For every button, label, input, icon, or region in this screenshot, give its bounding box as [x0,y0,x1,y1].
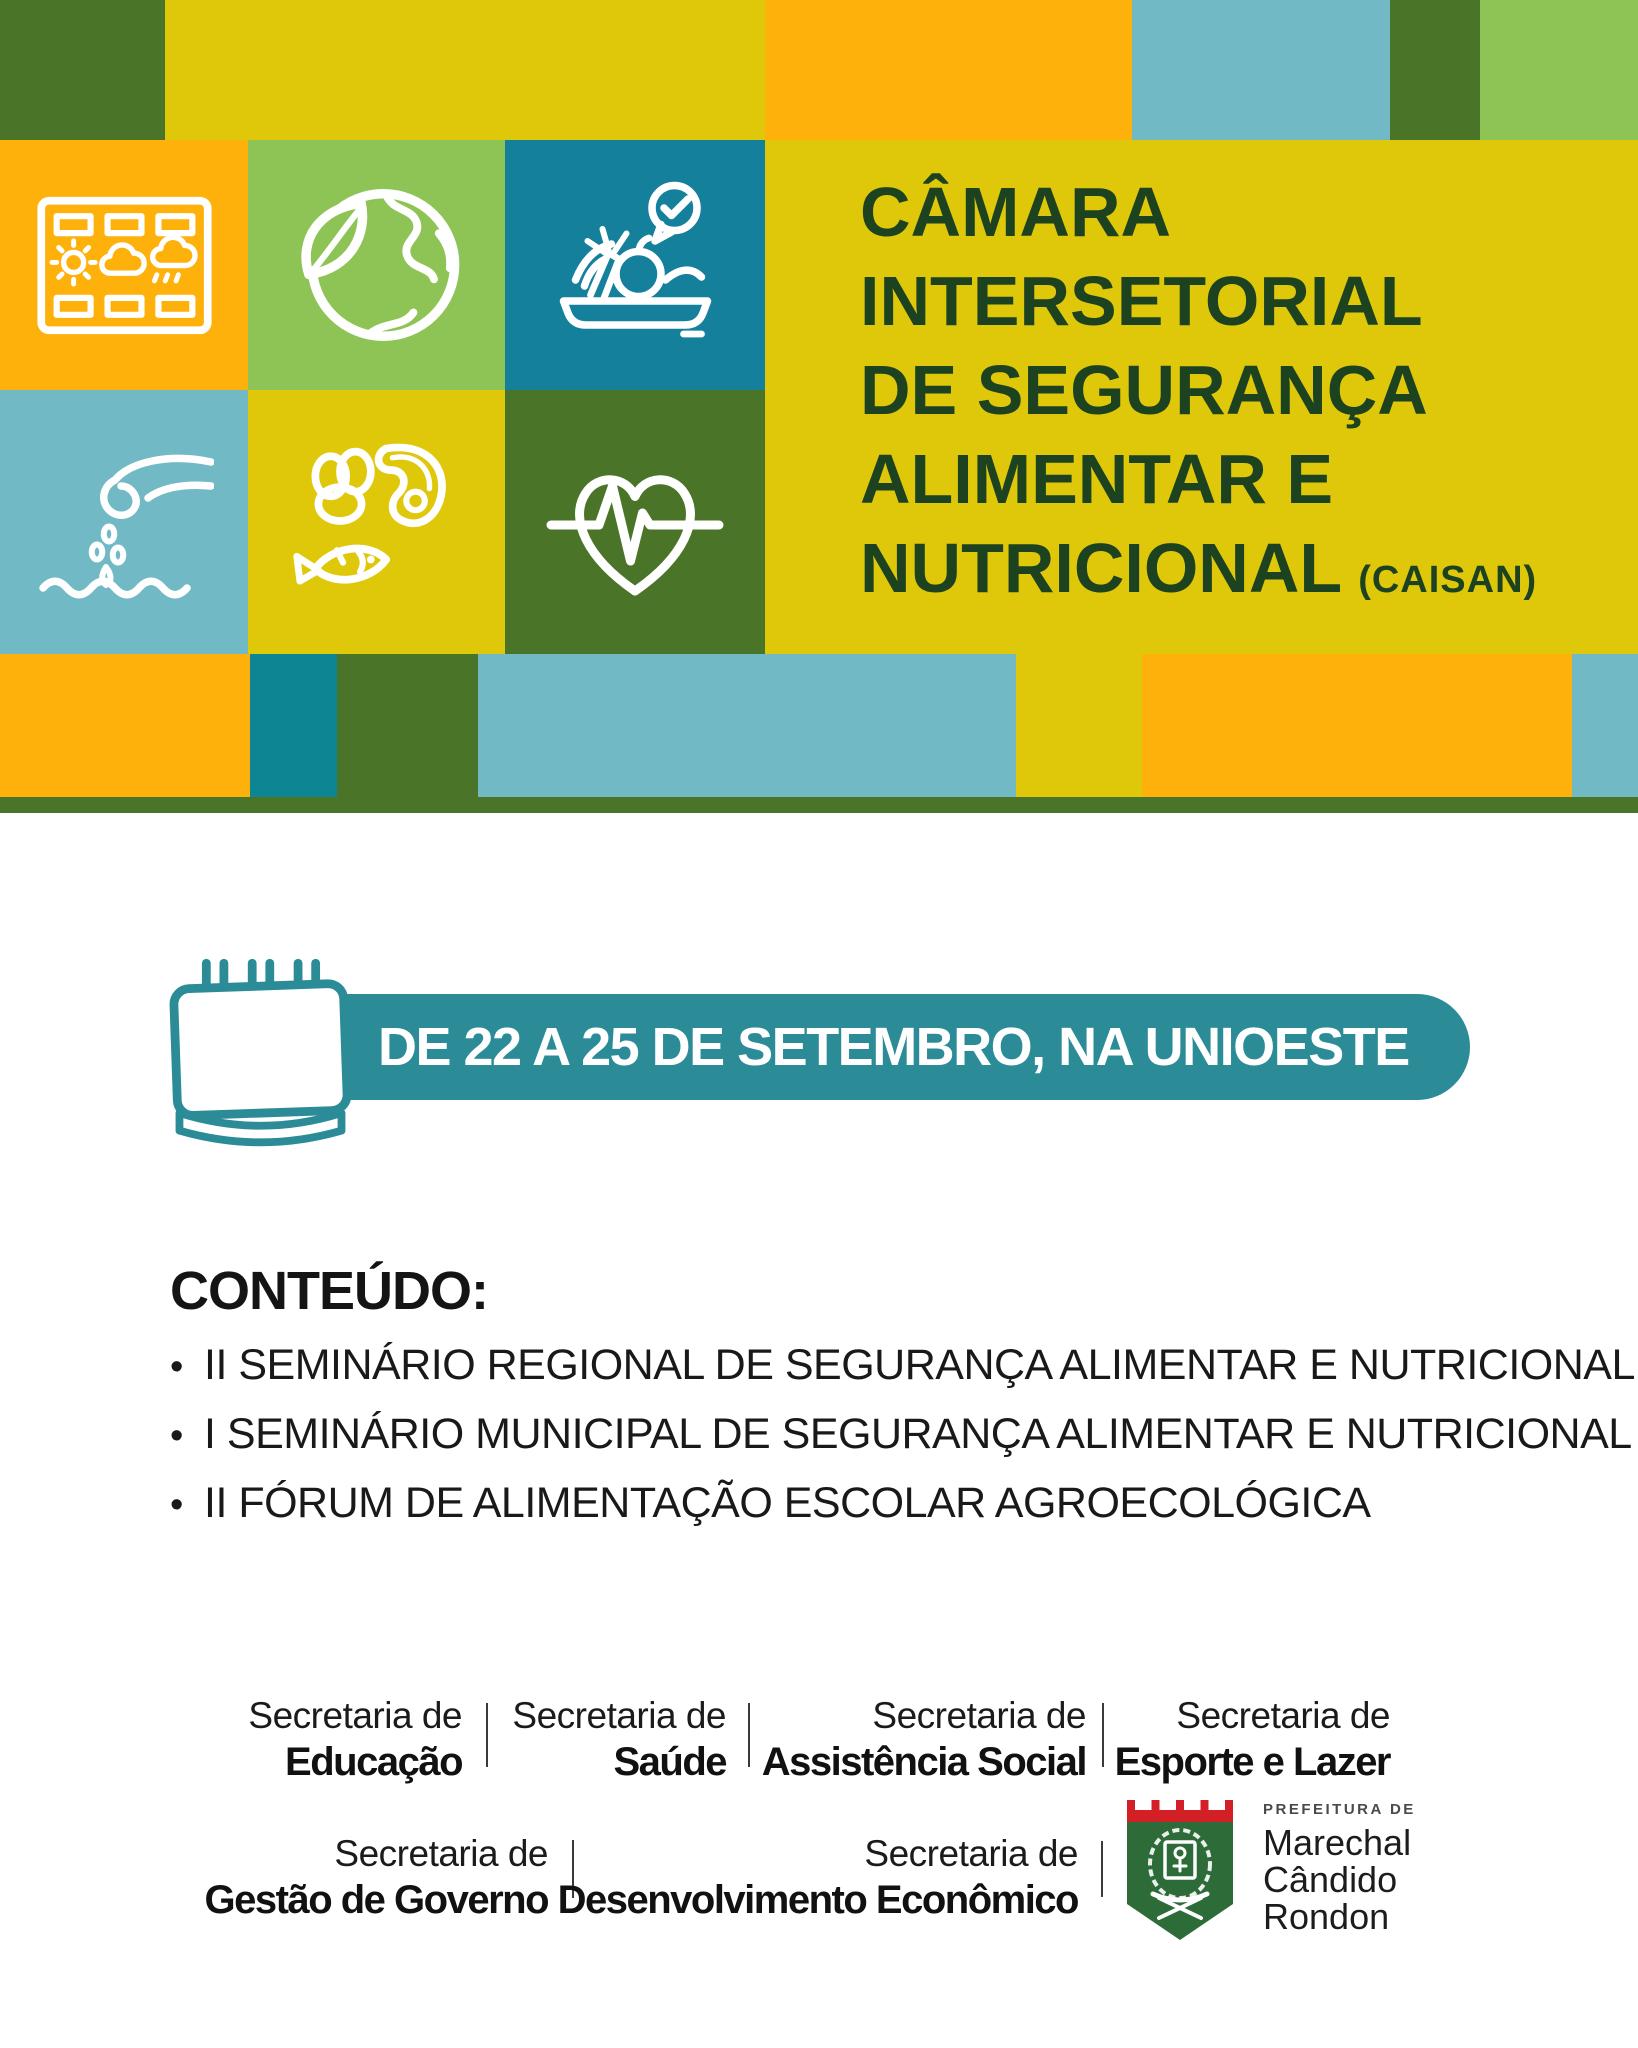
divider [1102,1703,1104,1767]
city-logo-text: PREFEITURA DE Marechal Cândido Rondon [1263,1801,1416,1937]
city-coat-of-arms-icon [1127,1800,1233,1945]
mosaic-block [1142,654,1572,797]
divider [748,1703,750,1767]
mosaic-block [250,654,337,797]
secretaria-gestao-governo: Secretaria de Gestão de Governo [204,1833,548,1922]
mosaic-block [1132,0,1390,140]
mosaic-block [165,0,765,140]
mosaic-block [1480,0,1638,140]
divider [486,1703,488,1767]
mosaic-block [1390,0,1480,140]
tile-globe-leaf [248,140,505,390]
title-line: ALIMENTAR E [860,440,1334,518]
secretaria-esporte-lazer: Secretaria de Esporte e Lazer [1114,1695,1390,1784]
tile-protein-foods [248,390,505,654]
secretaria-desenvolvimento-economico: Secretaria de Desenvolvimento Econômico [557,1833,1078,1922]
mosaic-block [765,0,1132,140]
mosaic-block [0,654,250,797]
mosaic-block [1016,654,1142,797]
tile-food-tray [505,140,765,390]
hand-sowing-seeds-icon [34,432,214,612]
title-line: CÂMARA [860,173,1172,251]
list-item: • II SEMINÁRIO REGIONAL DE SEGURANÇA ALIMENTAR E NUTRICIONAL [170,1341,1635,1389]
date-banner-text: DE 22 A 25 DE SETEMBRO, NA UNIOESTE [378,1017,1409,1077]
content-heading: CONTEÚDO: [170,1261,488,1321]
secretaria-saude: Secretaria de Saúde [512,1695,726,1784]
tile-crop-weather [0,140,248,390]
content-list [170,1332,1635,1539]
mosaic-block [1572,654,1638,797]
flip-calendar-icon [158,948,363,1160]
globe-leaf-icon [282,170,472,360]
title-line: INTERSETORIAL [860,262,1423,340]
mosaic-block [337,654,478,797]
page-title [860,168,1560,625]
protein-foods-icon [282,430,472,615]
tile-heart-pulse [505,390,765,654]
tile-hand-seeds [0,390,248,654]
divider [1101,1841,1103,1897]
date-banner [300,994,1470,1100]
list-item: • I SEMINÁRIO MUNICIPAL DE SEGURANÇA ALIMENTAR E NUTRICIONAL [170,1410,1632,1458]
title-acronym: (CAISAN) [1358,559,1538,601]
title-line: DE SEGURANÇA [860,351,1428,429]
secretaria-assistencia-social: Secretaria de Assistência Social [761,1695,1086,1784]
secretaria-educacao: Secretaria de Educação [248,1695,462,1784]
header-divider-bar [0,797,1638,813]
title-line: NUTRICIONAL (CAISAN) [860,529,1538,607]
healthy-food-tray-check-icon [543,175,728,355]
mosaic-block [478,654,1016,797]
mosaic-block [0,0,165,140]
crop-weather-calendar-icon [32,188,217,343]
list-item: • II FÓRUM DE ALIMENTAÇÃO ESCOLAR AGROECOLÓGICA [170,1479,1371,1527]
heart-pulse-icon [540,432,730,612]
logo-tagline: PREFEITURA DE [1263,1801,1416,1818]
